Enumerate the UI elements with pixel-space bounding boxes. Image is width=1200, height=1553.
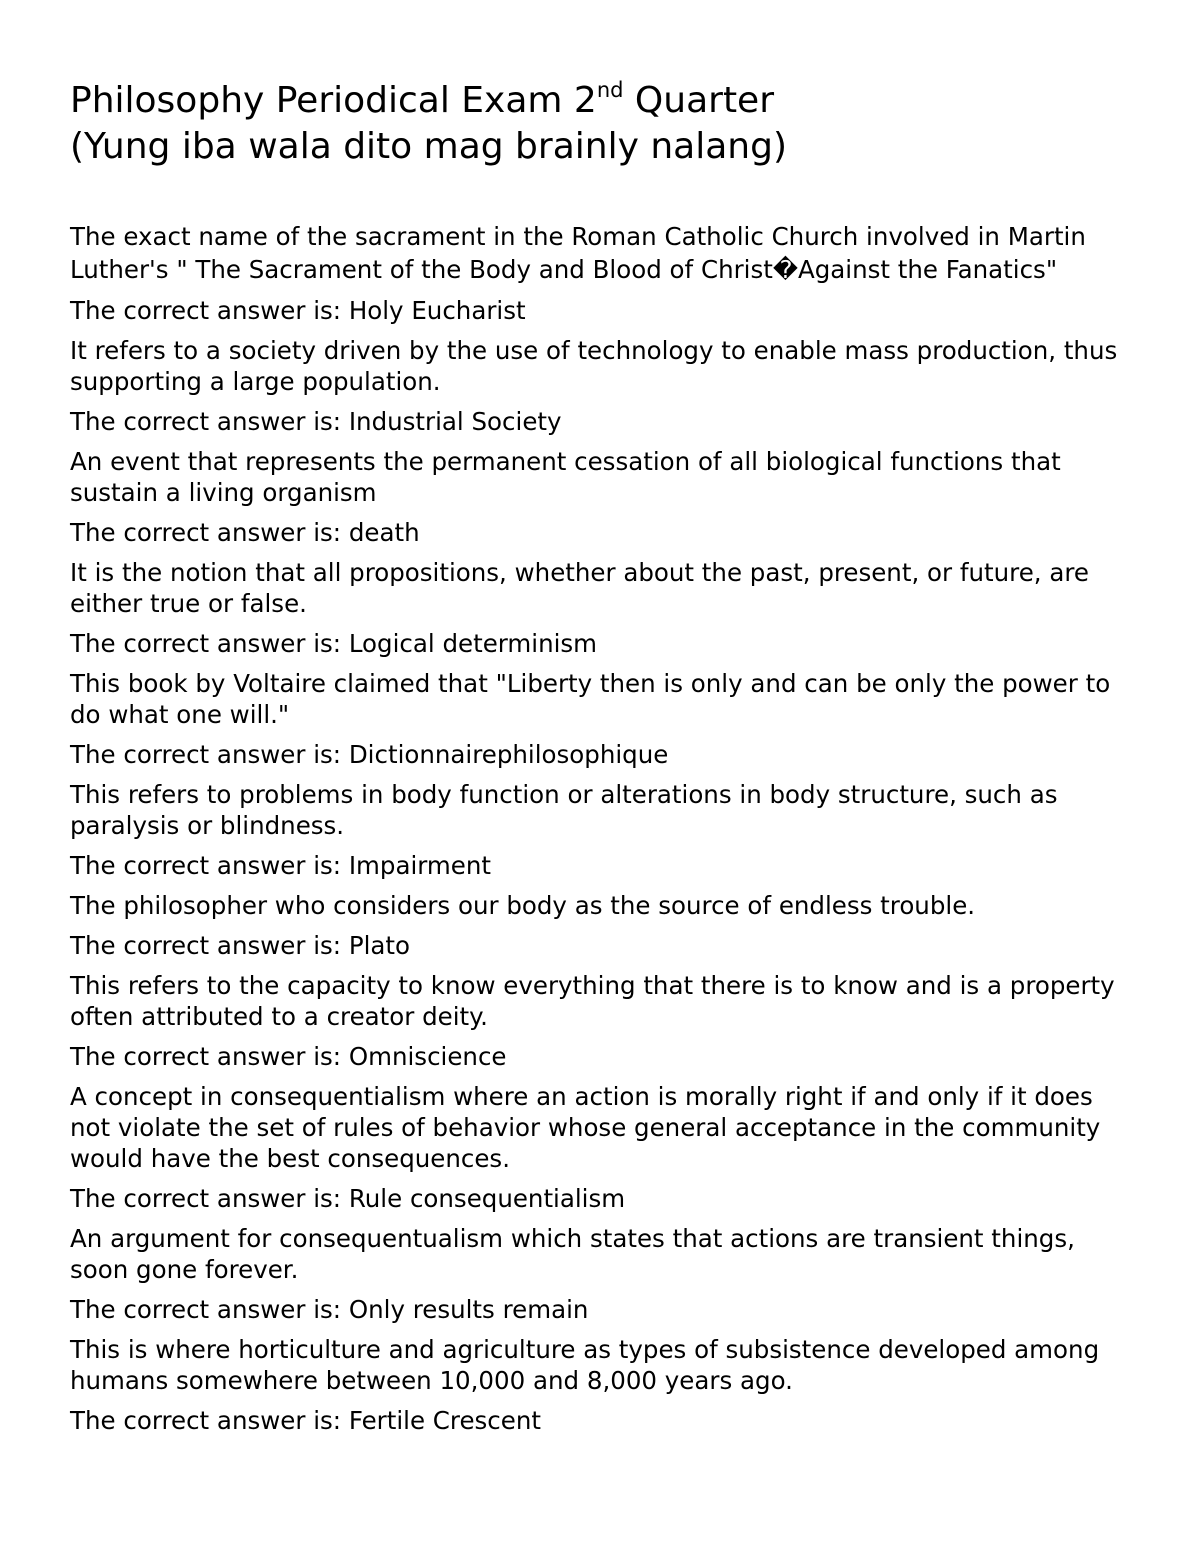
document-page xyxy=(70,78,1140,1445)
answer-text: The correct answer is: Plato xyxy=(70,931,411,960)
answer-text: The correct answer is: Omniscience xyxy=(70,1042,507,1071)
answer-text: The correct answer is: Logical determinism xyxy=(70,629,598,658)
answer-text: The correct answer is: Rule consequentialism xyxy=(70,1184,626,1213)
document-title xyxy=(70,78,1140,170)
answer-text: The correct answer is: Fertile Crescent xyxy=(70,1406,541,1435)
title-text: Philosophy Periodical Exam 2 xyxy=(70,80,597,121)
question-text: It is the notion that all propositions, whether about the past, present, or future, are either true or false. xyxy=(70,558,1089,618)
question-text: A concept in consequentialism where an action is morally right if and only if it does not violate the set of rules of behavior whose general acceptance in the community would have the best consequences. xyxy=(70,1082,1101,1173)
title-line-2: (Yung iba wala dito mag brainly nalang) xyxy=(70,126,787,167)
question-text: This refers to problems in body function or alterations in body structure, such as paralysis or blindness. xyxy=(70,780,1058,840)
question-text: This is where horticulture and agriculture as types of subsistence developed among humans somewhere between 10,000 and 8,000 years ago. xyxy=(70,1335,1100,1395)
question-text: This book by Voltaire claimed that "Liberty then is only and can be only the power to do what one will." xyxy=(70,669,1111,729)
answer-text: The correct answer is: Dictionnairephilosophique xyxy=(70,740,669,769)
qa-list xyxy=(70,220,1140,1436)
answer-text: The correct answer is: Holy Eucharist xyxy=(70,296,526,325)
question-text: This refers to the capacity to know everything that there is to know and is a property often attributed to a creator deity. xyxy=(70,971,1115,1031)
answer-text: The correct answer is: death xyxy=(70,518,420,547)
title-text-suffix: Quarter xyxy=(623,80,775,121)
question-text: The philosopher who considers our body as the source of endless trouble. xyxy=(70,891,976,920)
question-text: An argument for consequentualism which states that actions are transient things, soon gone forever. xyxy=(70,1224,1075,1284)
title-line-1 xyxy=(70,80,774,121)
title-superscript: nd xyxy=(596,78,624,102)
answer-text: The correct answer is: Only results remain xyxy=(70,1295,589,1324)
question-text: The exact name of the sacrament in the Roman Catholic Church involved in Martin Luther's " The Sacrament of the Body and Blood of Christ�Against the Fanatics" xyxy=(70,222,1086,284)
question-text: It refers to a society driven by the use of technology to enable mass production, thus supporting a large population. xyxy=(70,336,1118,396)
answer-text: The correct answer is: Impairment xyxy=(70,851,491,880)
answer-text: The correct answer is: Industrial Society xyxy=(70,407,562,436)
question-text: An event that represents the permanent cessation of all biological functions that sustain a living organism xyxy=(70,447,1061,507)
